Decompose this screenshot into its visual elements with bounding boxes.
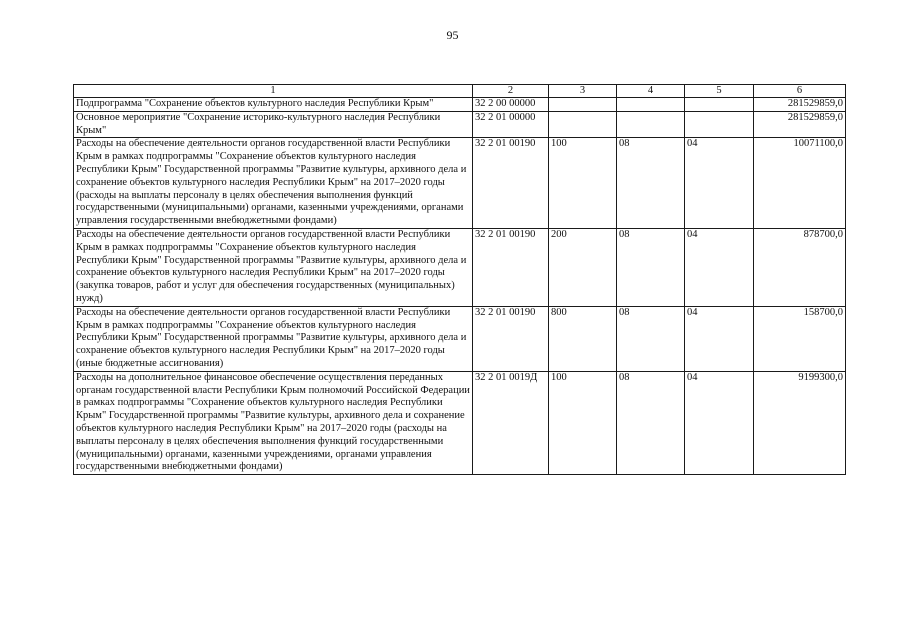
row-code: 32 2 01 0019Д xyxy=(473,371,549,474)
row-col3 xyxy=(549,111,617,138)
row-col4 xyxy=(617,98,685,112)
row-code: 32 2 01 00000 xyxy=(473,111,549,138)
row-amount: 281529859,0 xyxy=(754,111,846,138)
row-col5 xyxy=(685,111,754,138)
row-code: 32 2 01 00190 xyxy=(473,306,549,371)
row-amount: 281529859,0 xyxy=(754,98,846,112)
table-row xyxy=(74,306,846,371)
row-col5: 04 xyxy=(685,228,754,306)
header-col-3: 3 xyxy=(549,85,617,98)
page-number: 95 xyxy=(446,28,459,42)
table-row xyxy=(74,371,846,474)
row-code: 32 2 01 00190 xyxy=(473,228,549,306)
row-description: Расходы на обеспечение деятельности органов государственной власти Республики Крым в рамках подпрограммы "Сохранение объектов культурного наследия Республики Крым" Государственной программы "Развитие культуры, архивного дела и сохранение объектов культурного наследия Республики Крым" на 2017–2020 годы (расходы на выплаты персоналу в целях обеспечения выполнения функций государственными (муниципальными) органами, казенными учреждениями, органами управления государственными внебюджетными фондами) xyxy=(74,138,473,229)
header-col-4: 4 xyxy=(617,85,685,98)
row-col4 xyxy=(617,111,685,138)
row-col5: 04 xyxy=(685,138,754,229)
budget-table xyxy=(73,84,846,475)
row-amount: 9199300,0 xyxy=(754,371,846,474)
row-col3: 100 xyxy=(549,138,617,229)
row-col4: 08 xyxy=(617,138,685,229)
row-amount: 878700,0 xyxy=(754,228,846,306)
table-row xyxy=(74,98,846,112)
row-col4: 08 xyxy=(617,306,685,371)
row-description: Расходы на обеспечение деятельности органов государственной власти Республики Крым в рамках подпрограммы "Сохранение объектов культурного наследия Республики Крым" Государственной программы "Развитие культуры, архивного дела и сохранение объектов культурного наследия Республики Крым" на 2017–2020 годы (иные бюджетные ассигнования) xyxy=(74,306,473,371)
row-code: 32 2 00 00000 xyxy=(473,98,549,112)
row-description: Основное мероприятие "Сохранение историко-культурного наследия Республики Крым" xyxy=(74,111,473,138)
table-row xyxy=(74,138,846,229)
header-col-6: 6 xyxy=(754,85,846,98)
row-col3 xyxy=(549,98,617,112)
table-header-row xyxy=(74,85,846,98)
row-col3: 800 xyxy=(549,306,617,371)
table-row xyxy=(74,111,846,138)
row-col3: 200 xyxy=(549,228,617,306)
row-description: Расходы на обеспечение деятельности органов государственной власти Республики Крым в рамках подпрограммы "Сохранение объектов культурного наследия Республики Крым" Государственной программы "Развитие культуры, архивного дела и сохранение объектов культурного наследия Республики Крым" на 2017–2020 годы (закупка товаров, работ и услуг для обеспечения государственных (муниципальных) нужд) xyxy=(74,228,473,306)
header-col-1: 1 xyxy=(74,85,473,98)
row-col4: 08 xyxy=(617,371,685,474)
row-description: Расходы на дополнительное финансовое обеспечение осуществления переданных органам государственной власти Республики Крым полномочий Российской Федерации в рамках подпрограммы "Сохранение объектов культурного наследия Республики Крым" Государственной программы "Развитие культуры, архивного дела и сохранение объектов культурного наследия Республики Крым" на 2017–2020 годы (расходы на выплаты персоналу в целях обеспечения выполнения функций государственными (муниципальными) органами, казенными учреждениями, органами управления государственными внебюджетными фондами) xyxy=(74,371,473,474)
row-col4: 08 xyxy=(617,228,685,306)
row-code: 32 2 01 00190 xyxy=(473,138,549,229)
header-col-5: 5 xyxy=(685,85,754,98)
row-amount: 10071100,0 xyxy=(754,138,846,229)
row-col3: 100 xyxy=(549,371,617,474)
row-col5: 04 xyxy=(685,306,754,371)
table-row xyxy=(74,228,846,306)
row-col5 xyxy=(685,98,754,112)
header-col-2: 2 xyxy=(473,85,549,98)
row-description: Подпрограмма "Сохранение объектов культурного наследия Республики Крым" xyxy=(74,98,473,112)
row-col5: 04 xyxy=(685,371,754,474)
row-amount: 158700,0 xyxy=(754,306,846,371)
